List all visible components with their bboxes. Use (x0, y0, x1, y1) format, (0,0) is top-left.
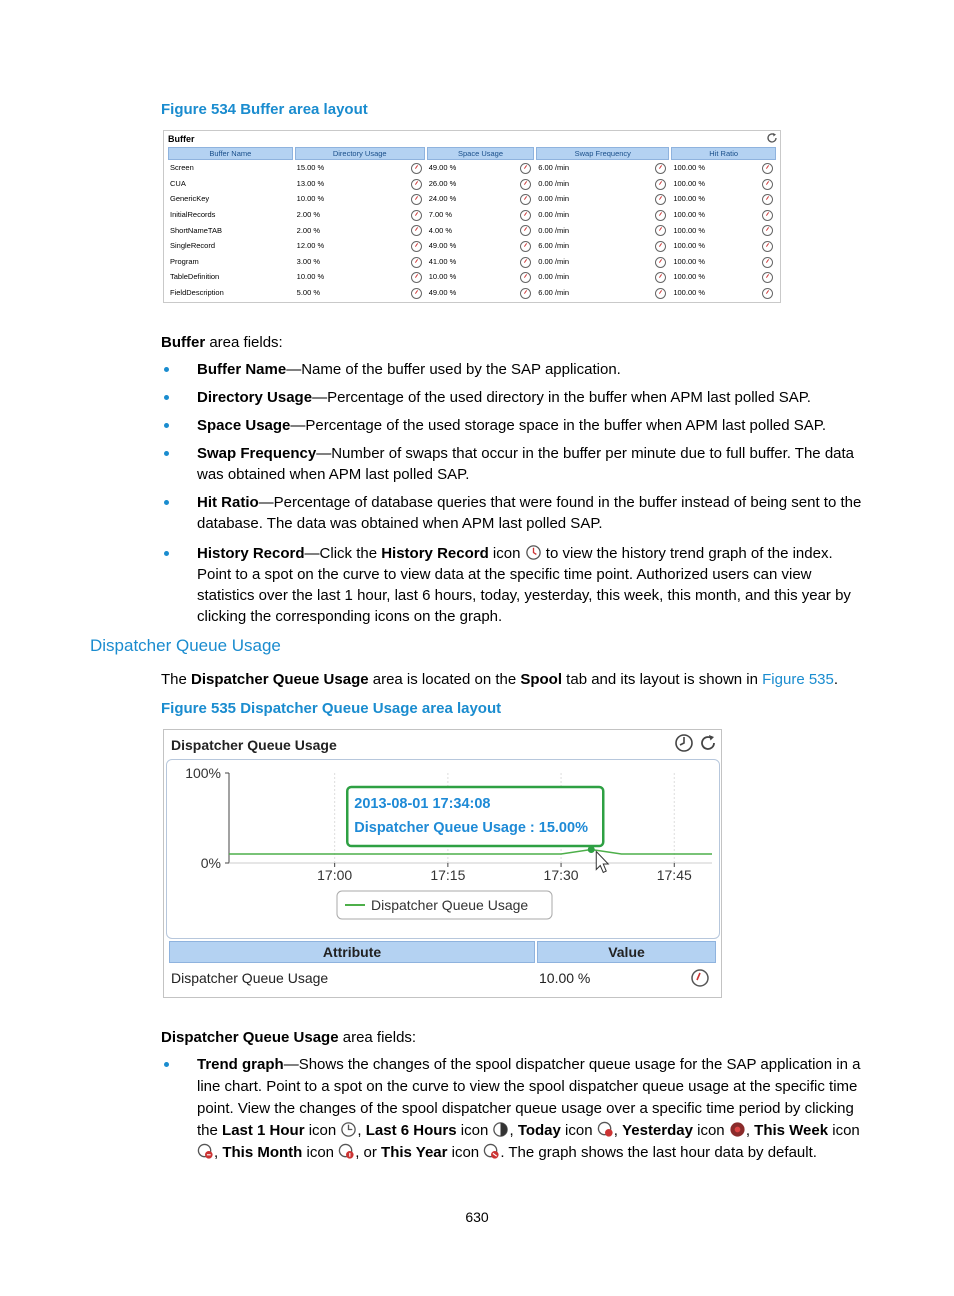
history-record-icon[interactable] (655, 257, 666, 268)
history-record-icon (525, 544, 542, 561)
this-week-icon (197, 1143, 214, 1160)
table-cell (671, 176, 776, 192)
line-chart (167, 760, 719, 938)
cell-text: 10.00 % (428, 272, 457, 282)
table-row (168, 254, 776, 270)
table-cell (168, 254, 293, 270)
last-1-hour-icon (340, 1121, 357, 1138)
y-tick-label: 100% (185, 765, 221, 781)
table-cell (168, 269, 293, 285)
cell-text: 13.00 % (296, 178, 325, 188)
table-cell (427, 285, 535, 301)
table-cell (427, 254, 535, 270)
cell-text: 100.00 % (673, 288, 706, 298)
history-record-icon[interactable] (411, 241, 422, 252)
table-cell (671, 222, 776, 238)
x-tick-label: 17:45 (656, 867, 692, 883)
cell-text: 100.00 % (673, 256, 706, 266)
list-item: History Record—Click the History Record icon to view the history trend graph of the index. Point to a spot on the curve to view data at the specific time point. Authorized users can view statistics over the last 1 hour, last 6 hours, today, yesterday, this week, this month, and this year by clicking the corresponding icons on the graph. (161, 543, 866, 627)
history-record-icon[interactable] (411, 179, 422, 190)
cell-text: 12.00 % (296, 241, 325, 251)
cell-text: 100.00 % (673, 272, 706, 282)
cell-text: 0.00 /min (538, 256, 570, 266)
cell-text: 41.00 % (428, 256, 457, 266)
section-title: Dispatcher Queue Usage (90, 636, 281, 655)
cell-text: 6.00 /min (538, 241, 570, 251)
history-record-icon[interactable] (411, 257, 422, 268)
cell-text: 2.00 % (296, 210, 321, 220)
tooltip-time: 2013-08-01 17:34:08 (354, 796, 491, 812)
table-cell (536, 160, 669, 176)
column-header[interactable]: Swap Frequency (536, 147, 669, 160)
buffer-panel-title: Buffer (168, 134, 195, 144)
table-cell (536, 254, 669, 270)
last-6-hours-icon (492, 1121, 509, 1138)
attribute-header: Attribute (169, 941, 535, 963)
history-record-icon[interactable] (762, 179, 773, 190)
cell-text: GenericKey (170, 194, 210, 204)
table-cell (295, 222, 425, 238)
table-cell (536, 207, 669, 223)
history-record-icon[interactable] (411, 210, 422, 221)
this-year-icon (483, 1143, 500, 1160)
cell-text: 6.00 /min (538, 288, 570, 298)
cell-text: InitialRecords (170, 210, 216, 220)
panel-icons (674, 733, 718, 758)
history-record-icon[interactable] (520, 241, 531, 252)
table-cell (168, 191, 293, 207)
table-row (168, 269, 776, 285)
value-text: 10.00 % (539, 970, 591, 986)
dispatcher-panel-title: Dispatcher Queue Usage (171, 737, 337, 753)
cell-text: 10.00 % (296, 194, 325, 204)
figure-534-caption: Figure 534 Buffer area layout (161, 101, 368, 118)
cell-text: 100.00 % (673, 225, 706, 235)
table-cell (427, 269, 535, 285)
series-line[interactable] (229, 850, 712, 855)
attribute-cell: Dispatcher Queue Usage (171, 970, 329, 986)
table-cell (168, 238, 293, 254)
table-cell (295, 254, 425, 270)
cell-text: 49.00 % (428, 241, 457, 251)
x-tick-label: 17:15 (430, 867, 466, 883)
list-item: Hit Ratio—Percentage of database queries that were found in the buffer instead of being sent to the database. The data was obtained when APM last polled SAP. (161, 492, 866, 534)
column-header[interactable]: Hit Ratio (671, 147, 776, 160)
cell-text: FieldDescription (170, 288, 224, 298)
dq-fields-list (161, 1054, 866, 1171)
figure-535-caption: Figure 535 Dispatcher Queue Usage area layout (161, 700, 502, 717)
table-cell (536, 191, 669, 207)
table-cell (168, 207, 293, 223)
table-cell (536, 238, 669, 254)
cell-text: CUA (170, 178, 186, 188)
history-clock-icon[interactable] (674, 733, 694, 753)
history-record-icon[interactable] (762, 288, 773, 299)
list-item: Trend graph—Shows the changes of the spool dispatcher queue usage for the SAP application in a line chart. Point to a spot on the curve to view the spool dispatcher queue usage at the specific time point. View the changes of the spool dispatcher queue usage over a specific time period by clicking the Last 1 Hour icon , Last 6 Hours icon , Today icon , Yesterday icon , This Week icon , This Month icon , or This Year icon . The graph shows the last hour data by default. (161, 1054, 866, 1164)
cell-text: 15.00 % (296, 163, 325, 173)
buffer-fields-intro: Buffer area fields: (161, 334, 283, 351)
table-cell (295, 269, 425, 285)
buffer-fields-list (161, 359, 866, 634)
history-record-icon[interactable] (655, 288, 666, 299)
history-record-icon[interactable] (762, 272, 773, 283)
history-record-icon[interactable] (520, 194, 531, 205)
table-cell (427, 191, 535, 207)
cell-text: Screen (170, 163, 194, 173)
table-cell (536, 176, 669, 192)
table-row (168, 191, 776, 207)
table-cell (427, 207, 535, 223)
buffer-panel (163, 130, 781, 303)
history-record-icon[interactable] (655, 225, 666, 236)
cell-text: 2.00 % (296, 225, 321, 235)
list-item: Swap Frequency—Number of swaps that occur in the buffer per minute due to full buffer. The data was obtained when APM last polled SAP. (161, 443, 866, 485)
history-record-icon[interactable] (411, 225, 422, 236)
trend-chart (166, 759, 720, 939)
history-record-icon[interactable] (655, 210, 666, 221)
cell-text: 100.00 % (673, 163, 706, 173)
history-record-icon[interactable] (655, 179, 666, 190)
cell-text: 0.00 /min (538, 272, 570, 282)
value-cell (537, 963, 716, 993)
x-tick-label: 17:00 (317, 867, 353, 883)
history-record-icon[interactable] (655, 194, 666, 205)
column-header[interactable]: Buffer Name (168, 147, 293, 160)
table-cell (671, 191, 776, 207)
table-cell (427, 176, 535, 192)
table-cell (295, 207, 425, 223)
cell-text: 49.00 % (428, 288, 457, 298)
buffer-table (166, 147, 778, 300)
table-row (168, 207, 776, 223)
table-cell (536, 285, 669, 301)
history-record-icon[interactable] (411, 194, 422, 205)
dq-fields-intro: Dispatcher Queue Usage area fields: (161, 1029, 417, 1046)
column-header[interactable]: Space Usage (427, 147, 535, 160)
table-cell (671, 269, 776, 285)
table-cell (427, 238, 535, 254)
history-record-icon[interactable] (520, 225, 531, 236)
cell-text: 49.00 % (428, 163, 457, 173)
history-record-icon[interactable] (655, 163, 666, 174)
list-item: Buffer Name—Name of the buffer used by the SAP application. (161, 359, 866, 380)
table-cell (295, 191, 425, 207)
table-cell (168, 176, 293, 192)
cell-text: 100.00 % (673, 178, 706, 188)
history-record-icon[interactable] (520, 272, 531, 283)
section-paragraph: The Dispatcher Queue Usage area is located on the Spool tab and its layout is shown in Figure 535. (161, 671, 839, 688)
figure-535-link[interactable]: Figure 535 (762, 671, 834, 688)
table-row (168, 160, 776, 176)
table-cell (671, 207, 776, 223)
cell-text: ShortNameTAB (170, 225, 222, 235)
cell-text: TableDefinition (170, 272, 220, 282)
table-cell (168, 222, 293, 238)
history-record-icon[interactable] (690, 968, 710, 988)
history-record-icon[interactable] (655, 241, 666, 252)
table-cell (295, 160, 425, 176)
yesterday-icon (729, 1121, 746, 1138)
cell-text: 24.00 % (428, 194, 457, 204)
table-cell (671, 238, 776, 254)
cell-text: 26.00 % (428, 178, 457, 188)
history-record-icon[interactable] (762, 225, 773, 236)
history-record-icon[interactable] (520, 163, 531, 174)
table-cell (295, 176, 425, 192)
history-record-icon[interactable] (520, 210, 531, 221)
table-cell (168, 160, 293, 176)
cell-text: 100.00 % (673, 241, 706, 251)
cell-text: 0.00 /min (538, 178, 570, 188)
legend-label[interactable]: Dispatcher Queue Usage (371, 897, 529, 913)
table-cell (427, 160, 535, 176)
cell-text: 4.00 % (428, 225, 453, 235)
table-row (169, 963, 716, 993)
list-item: Directory Usage—Percentage of the used directory in the buffer when APM last polled SAP. (161, 387, 866, 408)
history-record-icon[interactable] (411, 288, 422, 299)
cell-text: 3.00 % (296, 256, 321, 266)
value-header: Value (537, 941, 716, 963)
table-cell (671, 254, 776, 270)
refresh-icon[interactable] (766, 132, 778, 144)
this-month-icon (338, 1143, 355, 1160)
cursor-icon (596, 852, 608, 873)
page-number: 630 (465, 1209, 489, 1225)
table-row (168, 176, 776, 192)
history-record-icon[interactable] (411, 272, 422, 283)
list-item: Space Usage—Percentage of the used storage space in the buffer when APM last polled SAP. (161, 415, 866, 436)
cell-text: SingleRecord (170, 241, 216, 251)
table-cell (536, 222, 669, 238)
history-record-icon[interactable] (520, 179, 531, 190)
cell-text: 0.00 /min (538, 225, 570, 235)
cell-text: 6.00 /min (538, 163, 570, 173)
history-record-icon[interactable] (520, 257, 531, 268)
cell-text: 0.00 /min (538, 194, 570, 204)
x-tick-label: 17:30 (543, 867, 579, 883)
history-record-icon[interactable] (411, 163, 422, 174)
attribute-table (167, 941, 718, 993)
history-record-icon[interactable] (520, 288, 531, 299)
table-cell (295, 238, 425, 254)
table-cell (671, 285, 776, 301)
history-record-icon[interactable] (762, 194, 773, 205)
cell-text: Program (170, 256, 199, 266)
history-record-icon[interactable] (762, 241, 773, 252)
table-cell (168, 285, 293, 301)
history-record-icon[interactable] (762, 210, 773, 221)
history-record-icon[interactable] (762, 257, 773, 268)
column-header[interactable]: Directory Usage (295, 147, 425, 160)
tooltip-value: Dispatcher Queue Usage : 15.00% (354, 820, 588, 836)
table-row (168, 238, 776, 254)
table-row (168, 222, 776, 238)
dispatcher-queue-panel (163, 729, 722, 998)
history-record-icon[interactable] (655, 272, 666, 283)
buffer-table-header (168, 147, 776, 160)
today-icon (597, 1121, 614, 1138)
table-cell (427, 222, 535, 238)
cell-text: 7.00 % (428, 210, 453, 220)
cell-text: 10.00 % (296, 272, 325, 282)
cell-text: 5.00 % (296, 288, 321, 298)
cell-text: 0.00 /min (538, 210, 570, 220)
y-tick-label: 0% (200, 855, 221, 871)
history-record-icon[interactable] (762, 163, 773, 174)
cell-text: 100.00 % (673, 210, 706, 220)
table-cell (536, 269, 669, 285)
table-cell (671, 160, 776, 176)
refresh-icon[interactable] (698, 733, 718, 753)
cell-text: 100.00 % (673, 194, 706, 204)
table-row (168, 285, 776, 301)
table-cell (295, 285, 425, 301)
